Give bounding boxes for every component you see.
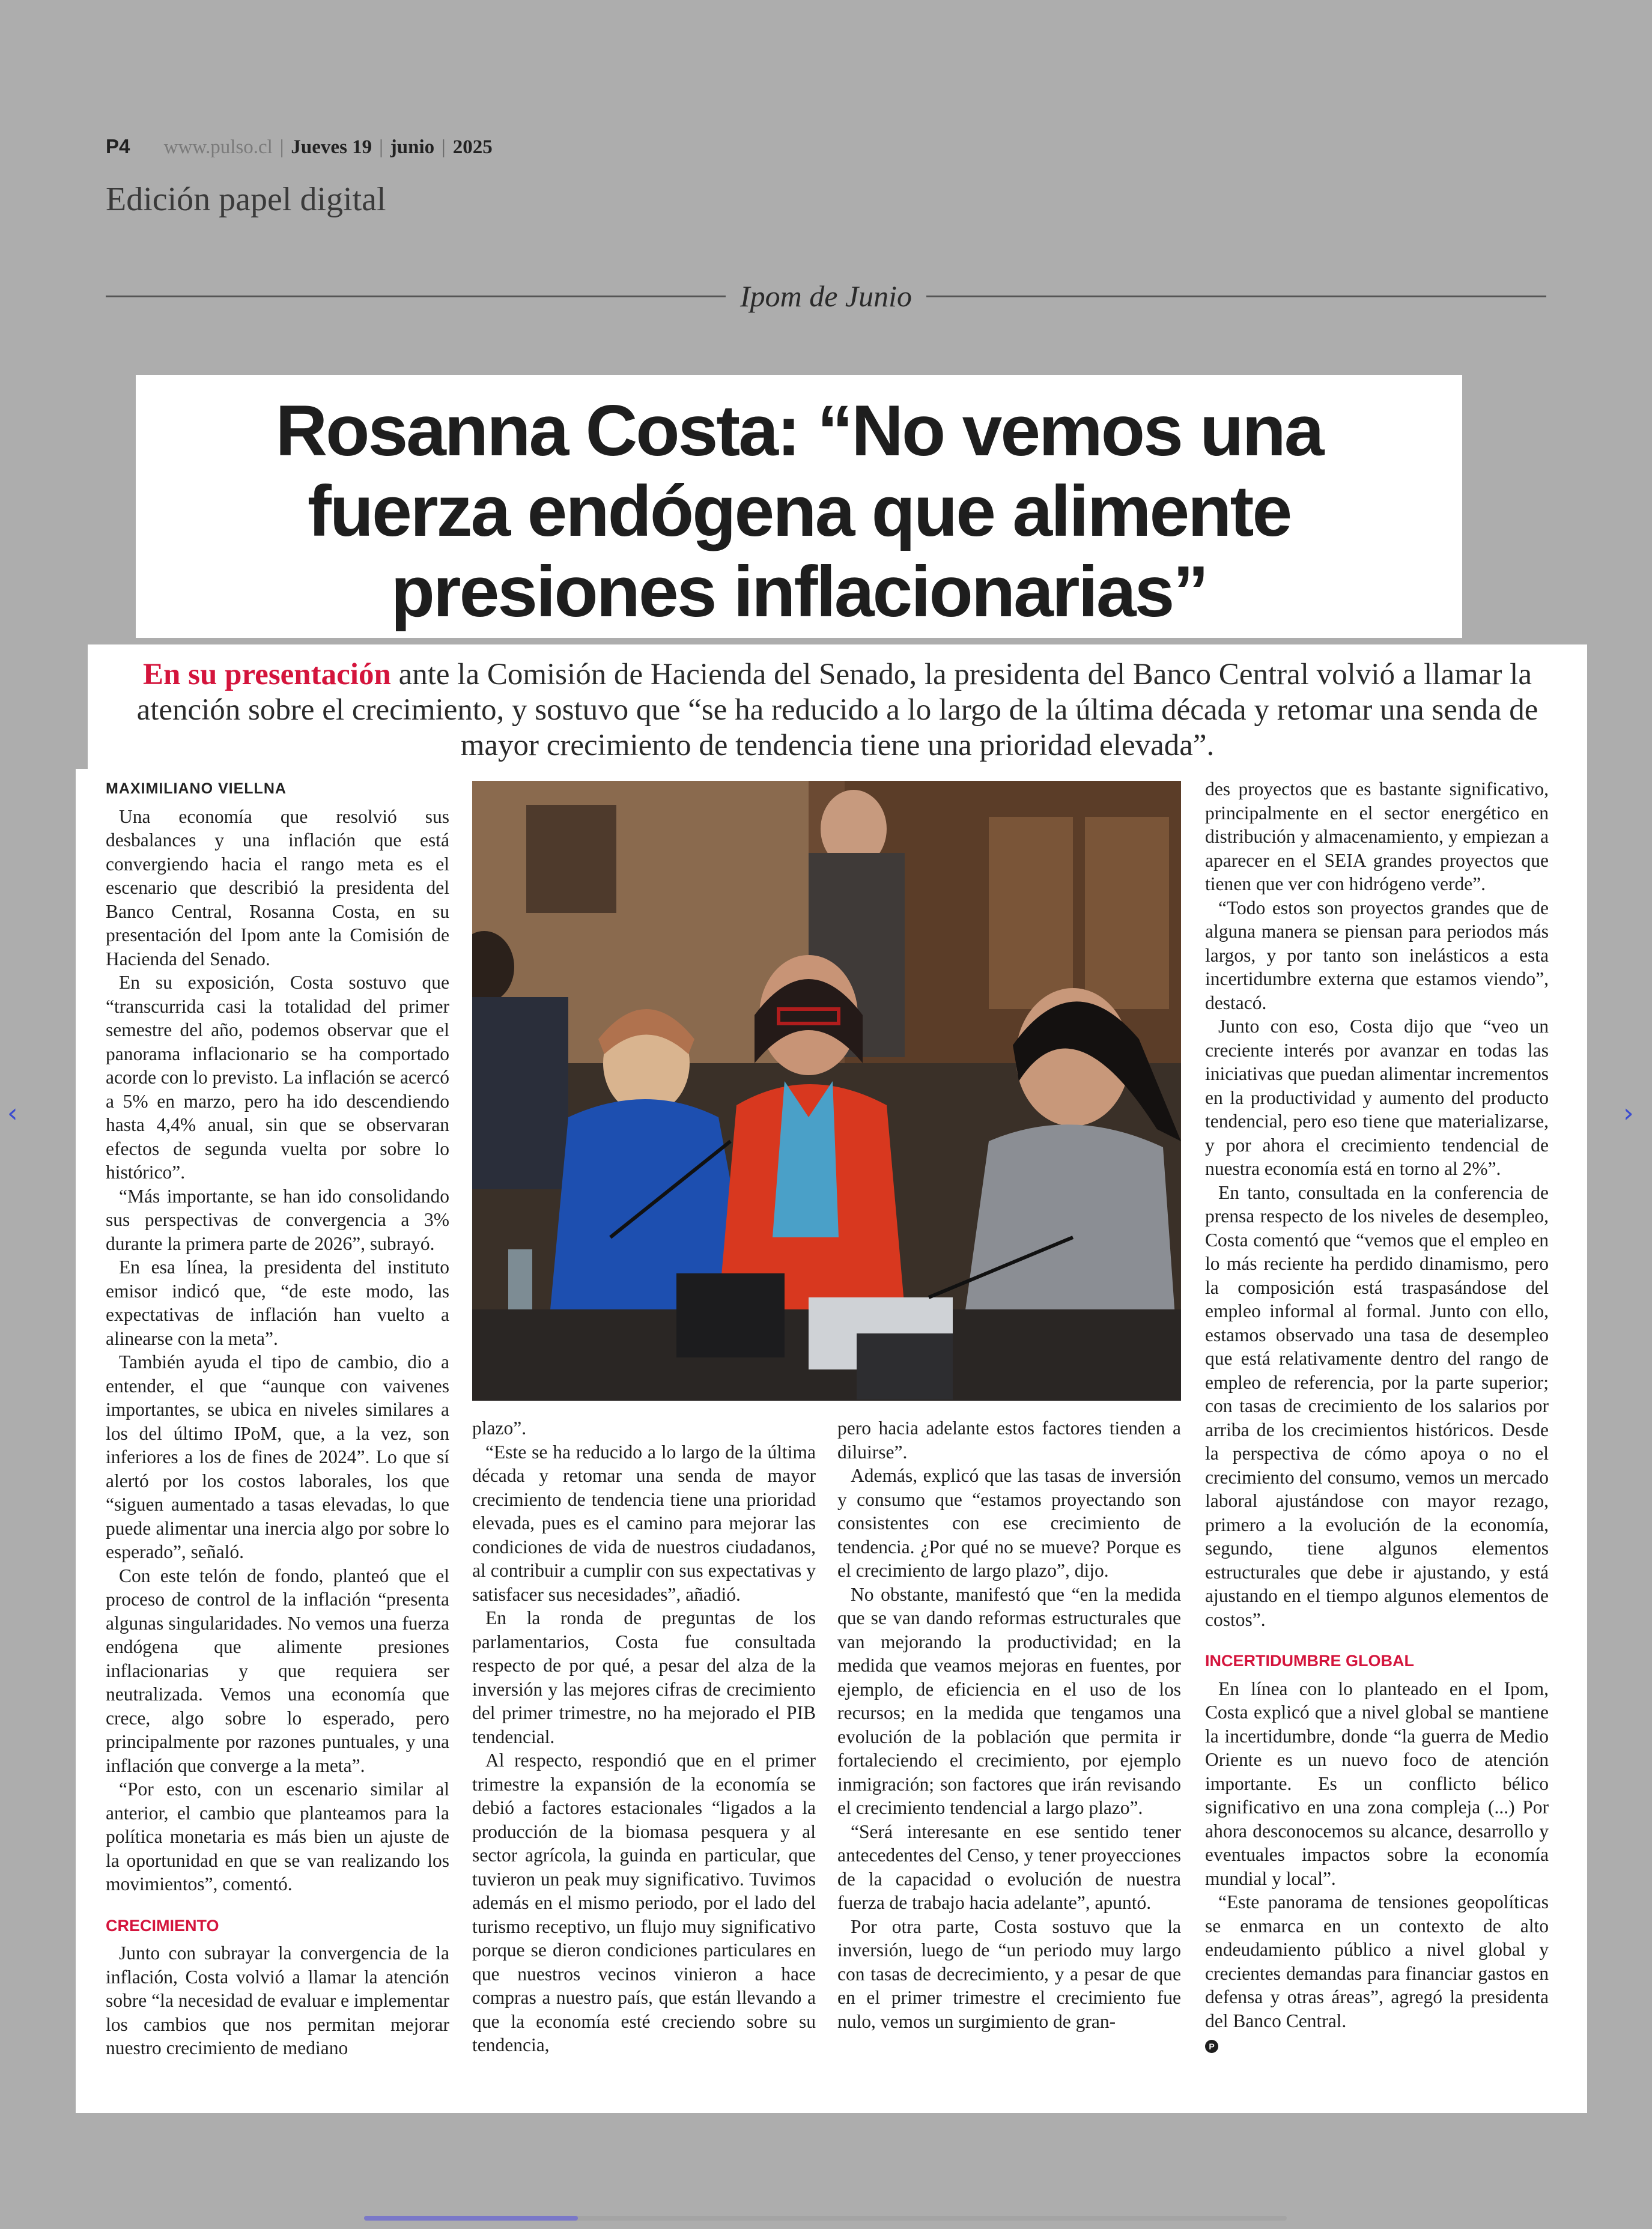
date-month: junio	[390, 136, 435, 158]
paragraph: Además, explicó que las tasas de inversión y consumo que “estamos proyectando son consistentes con ese crecimiento de tendencia. ¿Por qué no se mueve? Porque es el crecimiento de largo plazo”, dijo.	[837, 1465, 1181, 1581]
column-1-paragraphs	[106, 805, 449, 1896]
paragraph: En tanto, consultada en la conferencia de prensa respecto de los niveles de desempleo, Costa comentó que “vemos que el empleo en lo más reciente ha perdido dinamismo, pero la composición está traspasándose del empleo informal al formal. Junto con ello, estamos observado una tasa de desempleo que está relativamente dentro del rango de empleo de referencia, por la parte superior; con tasas de crecimiento de los salarios por arriba de los crecimientos históricos. Desde la perspectiva de cómo apoya o no el crecimiento del consumo, vemos un mercado laboral ajustándose con mayor rezago, primero a la evolución de la economía, segundo, tiene algunos elementos estructurales que debe ir ajustando, y está ajustando en el tiempo algunos elementos de costos”.	[1205, 1181, 1549, 1630]
byline: MAXIMILIANO VIELLNA	[106, 780, 287, 797]
subhead-crecimiento: CRECIMIENTO	[106, 1916, 219, 1935]
subhead-incertidumbre-global: INCERTIDUMBRE GLOBAL	[1205, 1652, 1414, 1670]
paragraph: No obstante, manifestó que “en la medida que se van dando reformas estructurales que van mejorando la productividad; en la medida que veamos mejoras en fuentes, por ejemplo, de eficiencia en el uso de los recursos; en la medida que tengamos una evolución de la población que permita ir fortaleciendo el crecimiento, por ejemplo inmigración; son factores que irán revisando el crecimiento tendencial a largo plazo”.	[837, 1583, 1181, 1818]
section-label: Ipom de Junio	[739, 279, 913, 313]
paragraph: pero hacia adelante estos factores tienden a diluirse”.	[837, 1418, 1181, 1463]
paragraph: “Todo estos son proyectos grandes que de alguna manera se piensan para periodos más largos, y por tanto son inelásticos a esta incertidumbre externa que estamos viendo”, destacó.	[1205, 897, 1549, 1013]
column-1	[106, 771, 449, 2060]
deck-text: ante la Comisión de Hacienda del Senado, la presidenta del Banco Central volvió a llamar la atención sobre el crecimiento, y sostuvo que “se ha reducido a lo largo de la última década y retomar una senda de mayor crecimiento de tendencia tiene una prioridad elevada”.	[136, 658, 1538, 762]
paragraph: Con este telón de fondo, planteó que el proceso de control de la inflación “presenta algunas singularidades. No vemos una fuerza endógena que alimente presiones inflacionarias y que requiera ser neutralizada. Vemos una economía que crece, algo sobre lo esperado, pero principalmente por razones puntuales, y una inflación que converge a la meta”.	[106, 1565, 449, 1776]
page-header: P4 www.pulso.cl | Jueves 19 | junio | 2025	[106, 135, 493, 158]
column-2-paragraphs	[472, 1416, 816, 2057]
headline: Rosanna Costa: “No vemos una fuerza endógena que alimente presiones inflacionarias”	[275, 390, 1323, 632]
article-photo	[472, 781, 1181, 1401]
column-3-paragraphs	[837, 1416, 1181, 2033]
section-rule	[106, 275, 1546, 317]
paragraph: “Más importante, se han ido consolidando sus perspectivas de convergencia a 3% durante la primera parte de 2026”, subrayó.	[106, 1185, 449, 1254]
paragraph: Al respecto, respondió que en el primer trimestre la expansión de la economía se debió a factores estacionales “ligados a la producción de la biomasa pesquera y al sector agrícola, la guinda en particular, que tuvieron un peak muy significativo. Tuvimos además en el mismo periodo, por el lado del turismo receptivo, un flujo muy significativo porque se dieron condiciones particulares en que nuestros vecinos vinieron a hace compras a nuestro país, que están llevando a que la economía esté creciendo sobre su tendencia,	[472, 1750, 816, 2055]
paragraph: plazo”.	[472, 1418, 527, 1439]
paragraph: En esa línea, la presidenta del instituto emisor indicó que, “de este modo, las expectativas de inflación han vuelto a alinearse con la meta”.	[106, 1257, 449, 1349]
column-4	[1205, 777, 1549, 2057]
column-1-paragraphs-after	[106, 1941, 449, 2060]
page-number: P4	[106, 135, 130, 157]
section-rule-left	[106, 296, 726, 297]
end-mark-icon: P	[1205, 2040, 1218, 2053]
paragraph: En línea con lo planteado en el Ipom, Costa explicó que a nivel global se mantiene la incertidumbre, donde “la guerra de Medio Oriente es un nuevo foco de atención importante. Es un conflicto bélico significativo en una zona compleja (...) Por ahora desconocemos su alcance, desarrollo y eventuales impactos sobre la economía mundial y local”.	[1205, 1678, 1549, 1889]
paragraph: “Será interesante en ese sentido tener antecedentes del Censo, y tener proyecciones de la capacidad o evolución de nuestra fuerza de trabajo hacia adelante”, apuntó.	[837, 1821, 1181, 1913]
paragraph: “Este panorama de tensiones geopolíticas se enmarca en un contexto de alto endeudamiento público a nivel global y crecientes demandas para financiar gastos en defensa y otras áreas”, agregó la presidenta del Banco Central.	[1205, 1891, 1549, 2031]
section-rule-right	[926, 296, 1546, 297]
date-year: 2025	[452, 136, 493, 158]
paragraph: En su exposición, Costa sostuvo que “transcurrida casi la totalidad del primer semestre del año, podemos observar que el panorama inflacionario se ha comportado acorde con lo previsto. La inflación se acercó a 5% en marzo, pero ha ido descendiendo hasta 4,4% anual, sin que se observaran efectos de segunda vuelta por sobre lo histórico”.	[106, 972, 449, 1183]
deck	[106, 657, 1569, 763]
column-2	[472, 1416, 816, 2057]
column-3	[837, 1416, 1181, 2033]
paragraph: des proyectos que es bastante significativo, principalmente en el sector energético en distribución y almacenamiento, y empiezan a aparecer en el SEIA grandes proyectos que tienen que ver con hidrógeno verde”.	[1205, 778, 1549, 894]
chevron-left-icon[interactable]: ‹	[7, 1098, 18, 1129]
paragraph: En la ronda de preguntas de los parlamentarios, Costa fue consultada respecto de por qué, a pesar del alza de la inversión y las mejores cifras de crecimiento del primer trimestre, no ha mejorado el PIB tendencial.	[472, 1607, 816, 1747]
column-4-paragraphs-after	[1205, 1677, 1549, 2033]
paragraph: Una economía que resolvió sus desbalances y una inflación que está convergiendo hacia el rango meta es el escenario que describió la presidenta del Banco Central, Rosanna Costa, en su presentación del Ipom ante la Comisión de Hacienda del Senado.	[106, 805, 449, 969]
chevron-right-icon[interactable]: ›	[1623, 1098, 1634, 1129]
paragraph: “Por esto, con un escenario similar al anterior, el cambio que planteamos para la política monetaria es más bien un ajuste de la oportunidad en que se van realizando los movimientos”, comentó.	[106, 1779, 449, 1894]
column-4-paragraphs	[1205, 777, 1549, 1631]
paragraph: Por otra parte, Costa sostuvo que la inversión, luego de “un periodo muy largo con tasas de decrecimiento, y a pesar de que en el primer trimestre el crecimiento fue nulo, vemos un surgimiento de gran-	[837, 1915, 1181, 2032]
edition-label: Edición papel digital	[106, 181, 386, 218]
deck-kicker: En su presentación	[143, 658, 391, 691]
paragraph: También ayuda el tipo de cambio, dio a entender, el que “aunque con vaivenes importantes, se ubica en niveles similares a los del último IPoM, que, a la vez, son inferiores a los de fines de 2024”. Lo que sí alertó por los costos laborales, los que “siguen aumentado a tasas elevadas, lo que puede alimentar una inercia algo por sobre lo esperado”, señaló.	[106, 1351, 449, 1562]
paragraph: Junto con eso, Costa dijo que “veo un creciente interés por avanzar en todas las iniciativas que puedan alimentar incrementos en la productividad y aumento del producto tendencial, pero eso tiene que materializarse, y por ahora el crecimiento tendencial de nuestra economía está en torno al 2%”.	[1205, 1016, 1549, 1179]
paragraph: Junto con subrayar la convergencia de la inflación, Costa volvió a llamar la atención sobre “la necesidad de evaluar e implementar los cambios que nos permitan mejorar nuestro crecimiento de mediano	[106, 1942, 449, 2058]
site-url: www.pulso.cl	[163, 136, 273, 158]
photo-illustration	[472, 781, 1181, 1401]
date-weekday: Jueves 19	[291, 136, 372, 158]
paragraph: “Este se ha reducido a lo largo de la última década y retomar una senda de mayor crecimiento de tendencia tiene una prioridad elevada, pues es el camino para mejorar las condiciones de vida de nuestros ciudadanos, al contribuir a cumplir con sus expectativas y satisfacer sus necesidades”, añadió.	[472, 1441, 816, 1605]
scrollbar-thumb[interactable]	[364, 2216, 578, 2221]
